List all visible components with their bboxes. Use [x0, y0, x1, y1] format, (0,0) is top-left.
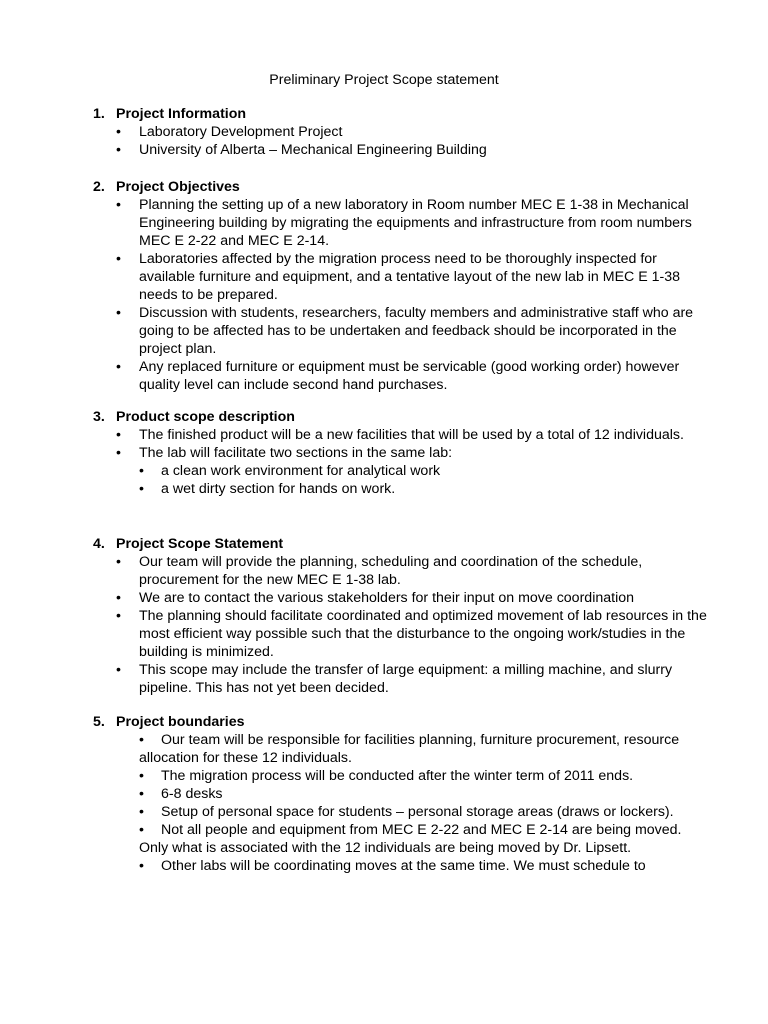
- section-heading: 1. Project Information: [93, 106, 247, 122]
- bullet-list: [93, 123, 713, 159]
- section-heading: 2. Project Objectives: [93, 179, 240, 195]
- list-item: • Setup of personal space for students – personal storage areas (draws or lockers).: [93, 803, 713, 821]
- list-item: • 6-8 desks: [93, 785, 713, 803]
- list-item: • Planning the setting up of a new laboratory in Room number MEC E 1-38 in Mechanical Engineering building by migrating the equipments and infrastructure from room numbers MEC E 2-22 and MEC E 2-14.: [93, 196, 713, 250]
- bullet-list: [93, 426, 713, 462]
- bullet-list: [93, 731, 713, 875]
- list-item: • Laboratories affected by the migration process need to be thoroughly inspected for available furniture and equipment, and a tentative layout of the new lab in MEC E 1-38 needs to be prepared.: [93, 250, 713, 304]
- section-product-scope-description: [93, 408, 713, 498]
- section-project-scope-statement: [93, 535, 713, 697]
- document-title: Preliminary Project Scope statement: [269, 72, 499, 88]
- list-item: • Our team will be responsible for facilities planning, furniture procurement, resource allocation for these 12 individuals.: [93, 731, 713, 767]
- section-project-objectives: [93, 178, 713, 394]
- list-item: • University of Alberta – Mechanical Engineering Building: [93, 141, 713, 159]
- list-item: • Laboratory Development Project: [93, 123, 713, 141]
- sub-list-item: • a clean work environment for analytical work: [93, 462, 713, 480]
- list-item: • The migration process will be conducted after the winter term of 2011 ends.: [93, 767, 713, 785]
- list-item: • Other labs will be coordinating moves at the same time. We must schedule to: [93, 857, 713, 875]
- list-item: • Discussion with students, researchers, faculty members and administrative staff who are going to be affected has to be undertaken and feedback should be incorporated in the project plan.: [93, 304, 713, 358]
- list-item: • Any replaced furniture or equipment must be servicable (good working order) however quality level can include second hand purchases.: [93, 358, 713, 394]
- bullet-list: [93, 553, 713, 697]
- list-item: • This scope may include the transfer of large equipment: a milling machine, and slurry pipeline. This has not yet been decided.: [93, 661, 713, 697]
- list-item: • Not all people and equipment from MEC E 2-22 and MEC E 2-14 are being moved. Only what is associated with the 12 individuals are being moved by Dr. Lipsett.: [93, 821, 713, 857]
- list-item: • The planning should facilitate coordinated and optimized movement of lab resources in the most efficient way possible such that the disturbance to the ongoing work/studies in the building is minimized.: [93, 607, 713, 661]
- list-item: • We are to contact the various stakeholders for their input on move coordination: [93, 589, 713, 607]
- list-item: • The lab will facilitate two sections in the same lab:: [93, 444, 713, 462]
- list-item: • Our team will provide the planning, scheduling and coordination of the schedule, procurement for the new MEC E 1-38 lab.: [93, 553, 713, 589]
- section-heading: 5. Project boundaries: [93, 714, 245, 730]
- bullet-list: [93, 196, 713, 394]
- sub-list-item: • a wet dirty section for hands on work.: [93, 480, 713, 498]
- section-project-boundaries: [93, 713, 713, 875]
- section-project-information: [93, 105, 713, 159]
- section-heading: 3. Product scope description: [93, 409, 295, 425]
- list-item: • The finished product will be a new facilities that will be used by a total of 12 individuals.: [93, 426, 713, 444]
- sub-bullet-list: [93, 462, 713, 498]
- section-heading: 4. Project Scope Statement: [93, 536, 284, 552]
